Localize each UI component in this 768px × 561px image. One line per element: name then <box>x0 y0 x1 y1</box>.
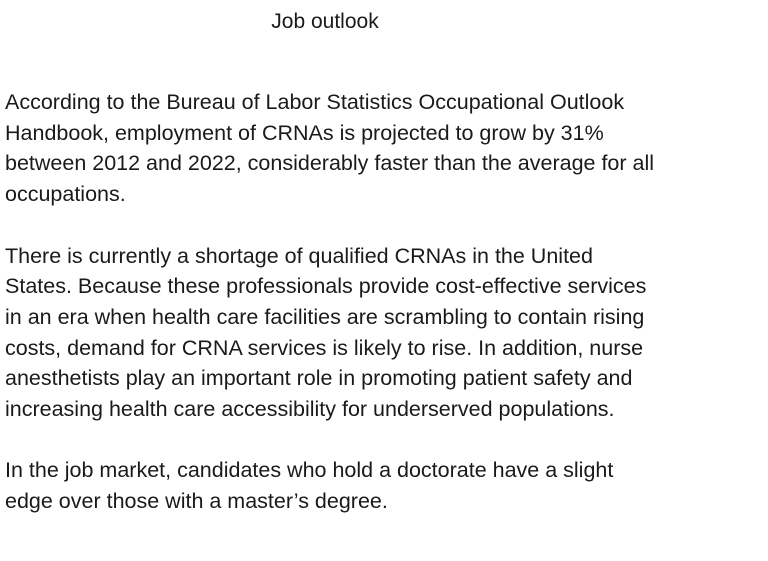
paragraph-shortage <box>5 241 760 425</box>
paragraph-job-market <box>5 455 760 516</box>
document-body <box>5 87 760 548</box>
text-line: anesthetists play an important role in promoting patient safety and <box>5 366 633 391</box>
text-line: There is currently a shortage of qualified CRNAs in the United <box>5 243 593 268</box>
text-line: costs, demand for CRNA services is likely to rise. In addition, nurse <box>5 335 644 360</box>
text-line: States. Because these professionals provide cost-effective services <box>5 274 647 299</box>
text-line: between 2012 and 2022, considerably faster than the average for all <box>5 151 655 176</box>
text-line: In the job market, candidates who hold a doctorate have a slight <box>5 458 614 483</box>
text-line: increasing health care accessibility for underserved populations. <box>5 397 615 422</box>
text-line: occupations. <box>5 182 126 207</box>
text-line: According to the Bureau of Labor Statistics Occupational Outlook <box>5 90 625 114</box>
text-line: Handbook, employment of CRNAs is projected to grow by 31% <box>5 120 604 145</box>
text-line: in an era when health care facilities are scrambling to contain rising <box>5 304 645 329</box>
page-title: Job outlook <box>271 10 379 33</box>
text-line: edge over those with a master’s degree. <box>5 489 388 514</box>
paragraph-employment-projection <box>5 87 760 210</box>
